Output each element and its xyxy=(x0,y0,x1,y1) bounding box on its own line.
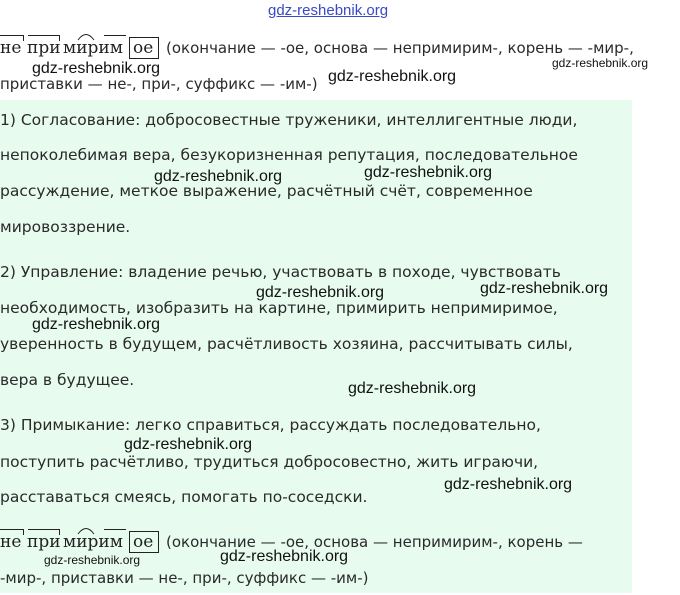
section-3-line: поступить расчётливо, трудиться добросовестно, жить играючи, xyxy=(0,453,539,471)
watermark: gdz-reshebnik.org xyxy=(32,60,161,77)
prefix-mark xyxy=(28,529,60,530)
section-3-line: 3) Примыкание: легко справиться, рассуждать последовательно, xyxy=(0,416,541,434)
suffix-mark xyxy=(104,529,126,530)
suffix-mark xyxy=(104,35,126,36)
prefix-mark xyxy=(0,529,24,530)
watermark: gdz-reshebnik.org xyxy=(364,164,493,181)
watermark: gdz-reshebnik.org xyxy=(32,316,161,333)
morph-description-line: приставки — не-, при-, суффикс — -им-) xyxy=(0,75,318,93)
morph-description-line: (окончание — -ое, основа — непримирим-, корень — xyxy=(166,533,583,551)
watermark: gdz-reshebnik.org xyxy=(328,68,457,85)
prefix-mark xyxy=(0,35,24,36)
prefix-mark-tick xyxy=(23,35,24,41)
ending-oe: ое xyxy=(133,38,154,58)
watermark: gdz-reshebnik.org xyxy=(124,436,253,453)
section-1-line: 1) Согласование: добросовестные труженики, интеллигентные люди, xyxy=(0,111,578,129)
prefix-pri: при xyxy=(27,532,61,552)
watermark: gdz-reshebnik.org xyxy=(220,548,349,565)
section-2-line: 2) Управление: владение речью, участвовать в походе, чувствовать xyxy=(0,263,561,281)
root-mir: мирим xyxy=(63,38,123,58)
watermark: gdz-reshebnik.org xyxy=(552,56,649,70)
watermark: gdz-reshebnik.org xyxy=(480,280,609,297)
section-3-line: расставаться смеясь, помогать по-соседски. xyxy=(0,488,368,506)
prefix-pri: при xyxy=(27,38,61,58)
watermark: gdz-reshebnik.org xyxy=(348,380,477,397)
prefix-mark-tick xyxy=(23,529,24,535)
ending-box xyxy=(129,37,159,59)
watermark: gdz-reshebnik.org xyxy=(44,553,141,567)
watermark: gdz-reshebnik.org xyxy=(256,284,385,301)
prefix-ne: не xyxy=(0,38,22,58)
section-2-line: уверенность в будущем, расчётливость хозяина, рассчитывать силы, xyxy=(0,335,573,353)
watermark: gdz-reshebnik.org xyxy=(154,168,283,185)
prefix-mark xyxy=(28,35,60,36)
header-watermark[interactable]: gdz-reshebnik.org xyxy=(268,2,389,19)
watermark: gdz-reshebnik.org xyxy=(444,476,573,493)
root-mir: мирим xyxy=(63,532,123,552)
morph-description-line: (окончание — -ое, основа — непримирим-, корень — -мир-, xyxy=(166,39,634,57)
ending-box xyxy=(129,531,159,553)
ending-oe: ое xyxy=(133,532,154,552)
morph-description-line: -мир-, приставки — не-, при-, суффикс — -им-) xyxy=(0,569,369,587)
section-2-line: вера в будущее. xyxy=(0,371,135,389)
section-1-line: рассуждение, меткое выражение, расчётный счёт, современное xyxy=(0,182,533,200)
section-2-line: необходимость, изобразить на картине, примирить непримиримое, xyxy=(0,299,558,317)
section-1-line: непоколебимая вера, безукоризненная репутация, последовательное xyxy=(0,146,578,164)
prefix-ne: не xyxy=(0,532,22,552)
section-1-line: мировоззрение. xyxy=(0,218,131,236)
